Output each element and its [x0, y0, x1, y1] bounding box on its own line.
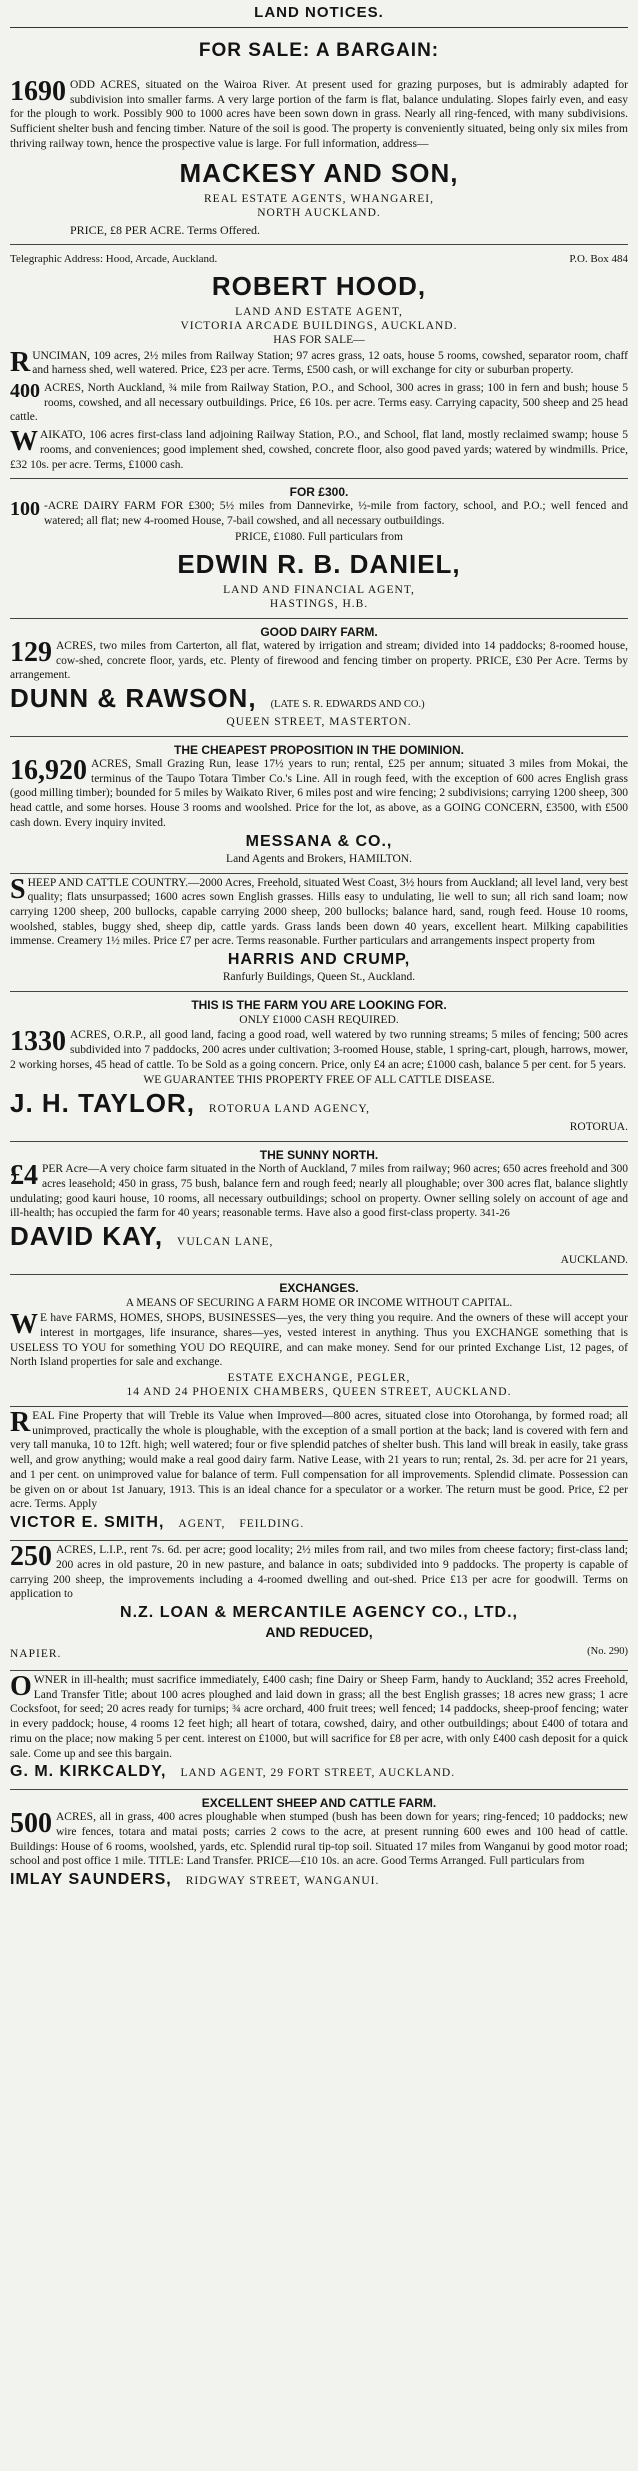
firm-subtitle: REAL ESTATE AGENTS, WHANGAREI,: [204, 192, 434, 205]
contact-row: [10, 253, 628, 265]
ad-lead: 250: [10, 1541, 52, 1573]
ad-ref: 341-26: [479, 1208, 510, 1220]
list-item: RUNCIMAN, 109 acres, 2½ miles from Railway Station; 97 acres grass, 12 oats, house 5 rooms, cowshed, separator room, chaff and harness shed, well watered. Price, £23 per acre. Terms, £500 cash, or will exchange for city or suburban property.: [10, 346, 628, 378]
ad-body: £4 PER Acre—A very choice farm situated in the North of Auckland, 7 miles from railway; 960 acres; 650 acres freehold and 300 acres leasehold; 450 in grass, 75 bush, balance fern and rough feed; nearly all ploughable; over 300 acres flat, balance slightly undulating; good kauri house, 10 rooms, all necessary outbuildings; school on property. Owner selling solely on account of age and ill-health; has occupied the farm for 40 years; reasonable terms. Have also a good first-class property. 341-26: [10, 1160, 628, 1220]
ad-lead: £4: [10, 1160, 38, 1192]
land-notices-page: [10, 0, 628, 1897]
ad-heading: EXCELLENT SHEEP AND CATTLE FARM.: [201, 1796, 437, 1811]
firm-subtitle: LAND AND FINANCIAL AGENT,: [223, 583, 415, 596]
ad-jh-taylor: [10, 992, 628, 1142]
firm-name: EDWIN R. B. DANIEL,: [177, 548, 461, 579]
ad-lead: 129: [10, 636, 52, 668]
firm-row: [10, 1088, 628, 1119]
ad-nz-loan: [10, 1541, 628, 1671]
ad-heading: THE SUNNY NORTH.: [259, 1148, 379, 1163]
list-item: 400 ACRES, North Auckland, ¾ mile from Railway Station, P.O., and School, 300 acres in grass; 100 in fern and bush; house 5 rooms, cowshed, and all necessary outbuildings. Price, £6 10s. per acre. Terms easy. Carrying capacity, 500 sheep and 25 head cattle.: [10, 380, 628, 424]
ad-lead: 500: [10, 1808, 52, 1840]
ad-exchanges: [10, 1275, 628, 1407]
firm-location: AUCKLAND.: [560, 1254, 628, 1267]
firm-row: [10, 1761, 628, 1783]
firm-location: 14 AND 24 PHOENIX CHAMBERS, QUEEN STREET, AUCKLAND.: [126, 1386, 512, 1399]
ad-lead: 16,920: [10, 754, 87, 786]
firm-note: (LATE S. R. EDWARDS AND CO.): [270, 698, 425, 710]
ad-body: 16,920 ACRES, Small Grazing Run, lease 17½ years to run; rental, £25 per annum; situated 3 miles from Mokai, the terminus of the Taupo Totara Timber Co.'s Line. All in rough feed, with the exception of 600 acres English grass (good milling timber); bounded for 5 miles by Waikato River, 6 miles post and wire fencing; 2 subdivisions; carrying 1200 sheep, 300 head cattle, and some horses. House 3 rooms and woolshed. Price for the lot, as above, as a GOING CONCERN, £3500, with £500 cash down. Every inquiry invited.: [10, 754, 628, 829]
ad-victor-smith: [10, 1407, 628, 1541]
ad-body: 129 ACRES, two miles from Carterton, all flat, watered by irrigation and stream; divided into 14 paddocks; 8-roomed house, cow-shed, concrete floor, yards, etc. Plenty of firewood and fencing timber on property. PRICE, £30 Per Acre. Terms by arrangement.: [10, 636, 628, 682]
ad-lead: 1690: [10, 76, 66, 107]
firm-subtitle: LAND AND ESTATE AGENT,: [235, 305, 403, 318]
ad-dunn-rawson: [10, 619, 628, 737]
ad-imlay-saunders: [10, 1790, 628, 1897]
ad-lead: 100: [10, 498, 40, 521]
guarantee: WE GUARANTEE THIS PROPERTY FREE OF ALL CATTLE DISEASE.: [143, 1074, 495, 1087]
firm-location: NORTH AUCKLAND.: [257, 206, 381, 219]
ad-lead: W: [10, 1309, 38, 1341]
firm-row: [10, 683, 628, 714]
price: PRICE, £1080. Full particulars from: [234, 530, 403, 543]
ad-ref: (No. 290): [587, 1645, 628, 1657]
firm-name: G. M. KIRKCALDY,: [10, 1763, 167, 1781]
price: PRICE, £8 PER ACRE. Terms Offered.: [70, 222, 261, 237]
firm-location: ROTORUA.: [569, 1121, 628, 1134]
ad-body: OWNER in ill-health; must sacrifice immediately, £400 cash; fine Dairy or Sheep Farm, handy to Auckland; 352 acres Freehold, Land Transfer Title; about 100 acres ploughed and laid down in grass; all the best English grasses; 18 acres new grass; 1 acre Cocksfoot, for seed; 20 acres ready for turnips; ¾ acre orchard, 400 fruit trees; well fenced; 14 paddocks, sheep-proof fencing; water in every paddock; house, 4 rooms 12 feet high; all heart of totara, cowshed, dairy, and other outbuildings; about £400 of totara and rimu on the place; now making 5 per cent. interest on £1000, but will sacrifice for £8 per acre, with only £400 cash deposit for a quick sale. Come up and see this bargain.: [10, 1670, 628, 1760]
firm-subtitle: ROTORUA LAND AGENCY,: [208, 1103, 371, 1116]
ad-body: 500 ACRES, all in grass, 400 acres ploughable when stumped (bush has been down for years; ring-fenced; 10 paddocks; new wire fences, totara and matai posts; carries 2 cows to the acre, at present running 600 ewes and 100 head of cattle. Buildings: House of 6 rooms, woolshed, yards, etc. Splendid rural tip-top soil. Situated 17 miles from Wanganui by good motor road; school and post office 1 mile. TITLE: Land Transfer. PRICE—£10 10s. an acre. Good Terms Arranged. Full particulars from: [10, 1808, 628, 1868]
firm-location: VICTORIA ARCADE BUILDINGS, AUCKLAND.: [180, 319, 458, 332]
ad-messana: [10, 737, 628, 874]
ad-lead: O: [10, 1670, 32, 1702]
has-for-sale: HAS FOR SALE—: [273, 333, 365, 346]
ad-lead: S: [10, 873, 26, 905]
firm-name: DUNN & RAWSON,: [10, 682, 257, 713]
ad-body: 1690 ODD ACRES, situated on the Wairoa River. At present used for grazing purposes, but is admirably adapted for subdivision into smaller farms. A very large portion of the farm is flat, balance undulating. Slopes fairly even, and easy for the plough to work. Possibly 900 to 1000 acres have been sown down in grass. Nearly all ring-fenced, with many subdivisions. Sufficient shelter bush and fencing timber. Nature of the soil is good. The property is conveniently situated, being only six miles from thriving railway town, hence the prospective value is large. For full information, address—: [10, 76, 628, 150]
firm-row: [10, 1512, 628, 1534]
firm-location: QUEEN STREET, MASTERTON.: [226, 715, 412, 728]
po-box: P.O. Box 484: [569, 252, 628, 265]
firm-subtitle: RIDGWAY STREET, WANGANUI.: [185, 1875, 380, 1888]
firm-name: N.Z. LOAN & MERCANTILE AGENCY CO., LTD.,: [120, 1603, 518, 1621]
telegraphic-address: Telegraphic Address: Hood, Arcade, Auckland.: [10, 252, 218, 265]
firm-row: [10, 1869, 628, 1891]
firm-location: HASTINGS, H.B.: [269, 597, 369, 610]
firm-title: AGENT,: [178, 1518, 226, 1531]
ad-body: 100 -ACRE DAIRY FARM FOR £300; 5½ miles from Dannevirke, ½-mile from factory, school, and P.O.; well fenced and watered; all flat; new 4-roomed House, 7-bail cowshed, and all necessary outbuildings.: [10, 498, 628, 528]
ad-body: SHEEP AND CATTLE COUNTRY.—2000 Acres, Freehold, situated West Coast, 3½ hours from Auckland; all level land, very best quality; flats unsurpassed; 1600 acres sown English grasses. Hills easy to undulating, lie well to sun; all rich sand loam; now carrying 1200 sheep, 200 bullocks, capable carrying 2000 sheep, 200 bullocks; balance hard, sand, rough feed. House 10 rooms, woolshed, stables, buggy shed, sheep dip, cattle yards. Grass lands been down 40 years, excellent heart. Milking capabilities immense. Creamery 1½ miles. Price £7 per acre. Terms reasonable. Further particulars and arrangements inspect property from: [10, 873, 628, 948]
ad-edwin-daniel: [10, 479, 628, 618]
page-title: LAND NOTICES.: [10, 4, 628, 28]
firm-name: ROBERT HOOD,: [211, 270, 427, 301]
firm-location: NAPIER.: [10, 1647, 62, 1660]
ad-body: W E have FARMS, HOMES, SHOPS, BUSINESSES—yes, the very thing you require. And the owners of these will accept your interest in mortgages, life insurance, shares—yes, vested interest in anything. Thus you EXCHANGE something that is USELESS TO YOU for something YOU DO REQUIRE, and can make money. Send for our printed Exchange List, 12 pages, of North Island properties for sale and exchange.: [10, 1309, 628, 1369]
firm-name: MACKESY AND SON,: [179, 157, 459, 188]
list-item: WAIKATO, 106 acres first-class land adjoining Railway Station, P.O., and School, flat land, mostly reclaimed swamp; house 5 rooms, and conveniences; good implement shed, cowshed, concrete floor, also good paved yards; watered by windmills. Price, £32 10s. per acre. Terms, £1000 cash.: [10, 426, 628, 471]
ad-heading: EXCHANGES.: [279, 1281, 359, 1296]
firm-location: FEILDING.: [239, 1518, 305, 1531]
firm-name: MESSANA & CO.,: [245, 832, 393, 850]
firm-name: J. H. TAYLOR,: [10, 1088, 195, 1119]
firm-subtitle: VULCAN LANE,: [177, 1236, 274, 1249]
firm-subtitle: Ranfurly Buildings, Queen St., Auckland.: [222, 971, 416, 984]
firm-subtitle: AND REDUCED,: [265, 1623, 373, 1640]
ad-subheading: ONLY £1000 CASH REQUIRED.: [239, 1014, 399, 1027]
ad-heading: FOR £300.: [289, 485, 349, 500]
ad-lead: 1330: [10, 1026, 66, 1058]
firm-subtitle: ESTATE EXCHANGE, PEGLER,: [227, 1372, 411, 1385]
ad-body: REAL Fine Property that will Treble its Value when Improved—800 acres, situated close into Otorohanga, by formed road; all unimproved, practically the whole is ploughable, with the exception of a small portion at the back; land is covered with fern and very tall manuka, 10 to 12ft. high; well watered; four or five splendid patches of shelter bush. This land will break in easily, take grass well, and grow anything; would make a real good dairy farm. Native Lease, with 21 years to run; rental, 2s. 3d. per acre for 21 years, and 1 per cent. on unimproved value for balance of term. Full compensation for all improvements. Splendid climate. Possession can be given on or about 1st January, 1913. This is an ideal chance for a speculator or a worker. The return must be good. Price, £2 per acre. Terms. Apply: [10, 1407, 628, 1511]
ad-harris-crump: [10, 874, 628, 993]
firm-name: HARRIS AND CRUMP,: [227, 951, 411, 969]
ad-heading: FOR SALE: A BARGAIN:: [198, 40, 440, 61]
firm-subtitle: Land Agents and Brokers, HAMILTON.: [226, 852, 412, 865]
ad-body: 250 ACRES, L.I.P., rent 7s. 6d. per acre; good locality; 2½ miles from rail, and two miles from cheese factory; first-class land; 200 acres in old pasture, 20 in new pasture, and balance in oats; subdivided into 9 paddocks. The property is capable of carrying 200 sheep, the improvements including a 4-roomed dwelling and out-shed. Price £13 per acre for goodwill. Terms on application to: [10, 1541, 628, 1601]
ad-david-kay: [10, 1142, 628, 1275]
firm-name: VICTOR E. SMITH,: [10, 1514, 165, 1532]
ad-lead-line: A MEANS OF SECURING A FARM HOME OR INCOME WITHOUT CAPITAL.: [125, 1297, 513, 1310]
ad-mackesy: [10, 28, 628, 245]
firm-subtitle: LAND AGENT, 29 FORT STREET, AUCKLAND.: [180, 1767, 456, 1780]
firm-name: DAVID KAY,: [10, 1221, 164, 1252]
firm-name: IMLAY SAUNDERS,: [10, 1871, 172, 1889]
firm-location-row: [10, 1646, 628, 1662]
ad-robert-hood: [10, 245, 628, 480]
ad-kirkcaldy: [10, 1671, 628, 1790]
ad-heading: GOOD DAIRY FARM.: [260, 624, 378, 639]
ad-body: 1330 ACRES, O.R.P., all good land, facing a good road, well watered by two running streams; 5 miles of fencing; 500 acres subdivided into 7 paddocks, 200 acres under cultivation; 3-roomed House, stable, 1 spring-cart, plough, harrows, mower, 2 working horses, 45 head of cattle. To be Sold as a going concern. Price, only £4 an acre; £1000 cash, balance 5 per cent. for 5 years.: [10, 1026, 628, 1071]
ad-heading: THE CHEAPEST PROPOSITION IN THE DOMINION.: [173, 742, 465, 757]
firm-row: [10, 1221, 628, 1252]
ad-heading: THIS IS THE FARM YOU ARE LOOKING FOR.: [191, 998, 447, 1013]
ad-lead: R: [10, 1407, 31, 1439]
